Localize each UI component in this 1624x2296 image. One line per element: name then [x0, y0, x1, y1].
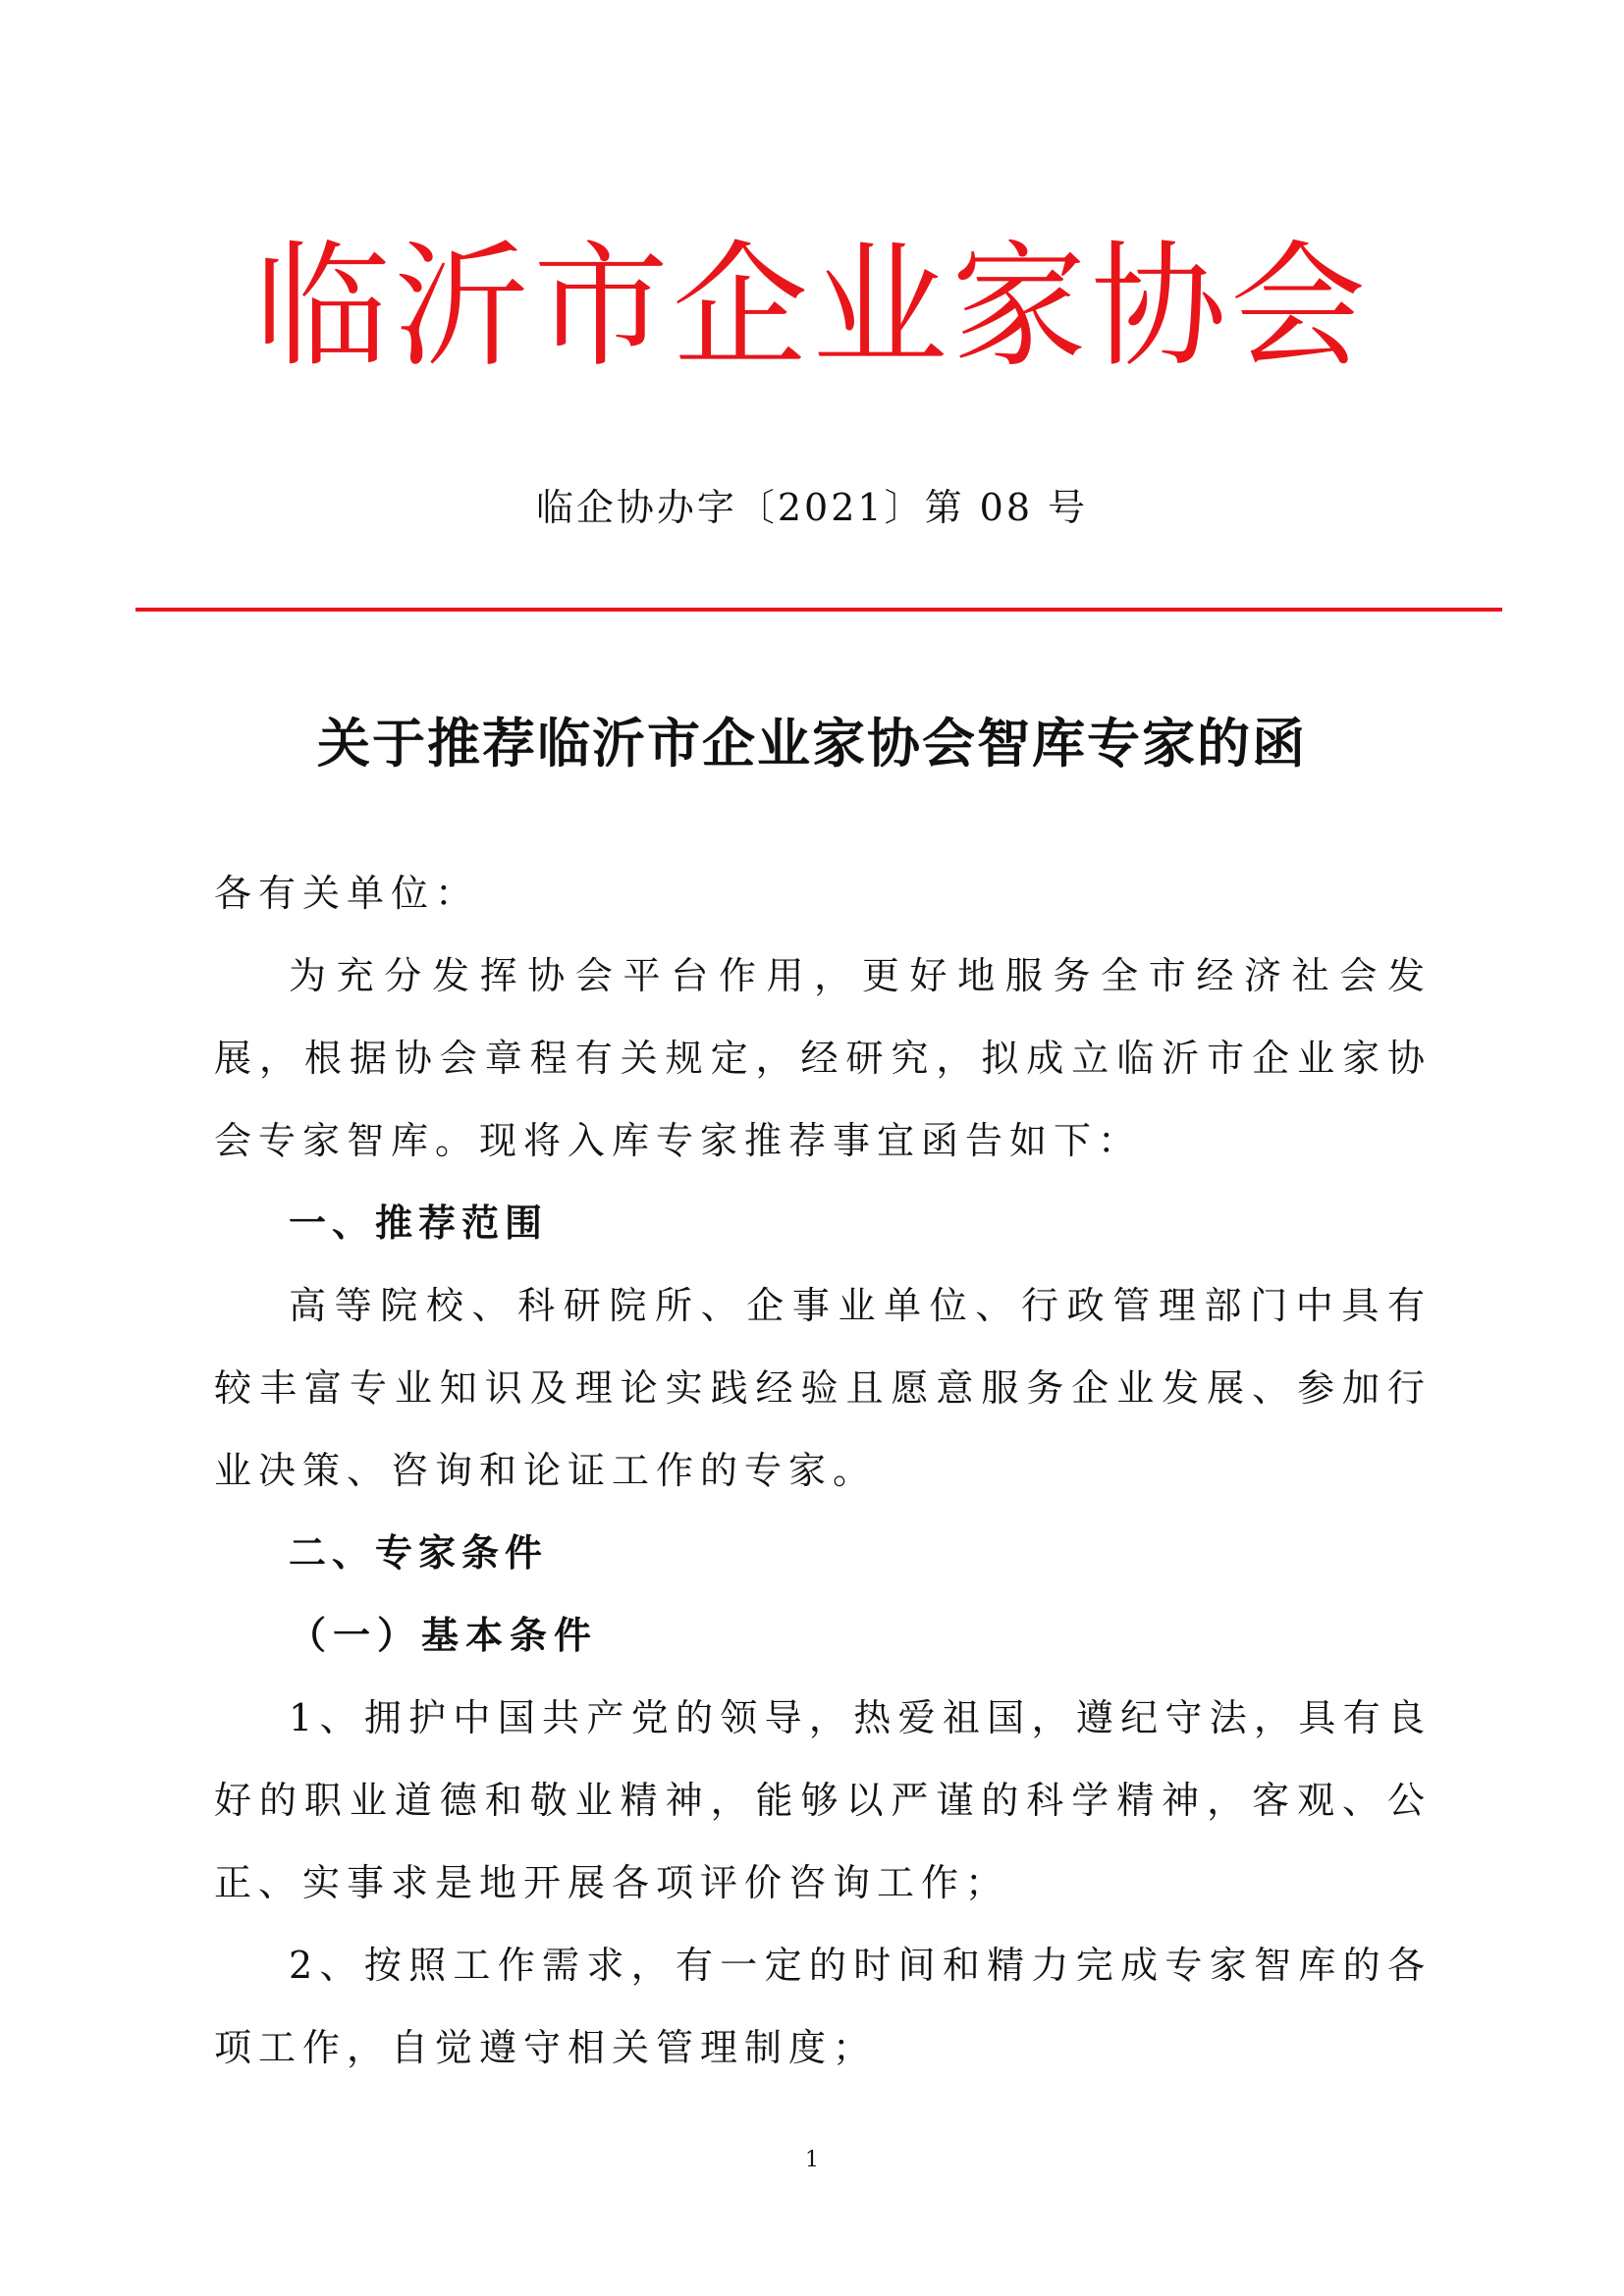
section-text-scope: 高等院校、科研院所、企事业单位、行政管理部门中具有较丰富专业知识及理论实践经验且愿意服务企业发展、参加行业决策、咨询和论证工作的专家。	[214, 1284, 1432, 1492]
subsection-heading-basic: （一）基本条件	[289, 1613, 599, 1657]
section-heading-scope: 一、推荐范围	[289, 1201, 549, 1245]
organization-title: 临沂市企业家协会	[253, 228, 1370, 386]
document-body	[214, 852, 1432, 2089]
page-number: 1	[805, 2148, 819, 2172]
condition-item-1: 1、拥护中国共产党的领导，热爱祖国，遵纪守法，具有良好的职业道德和敬业精神，能够以严谨的科学精神，客观、公正、实事求是地开展各项评价咨询工作；	[214, 1696, 1432, 1904]
condition-item-2: 2、按照工作需求，有一定的时间和精力完成专家智库的各项工作，自觉遵守相关管理制度；	[214, 1944, 1432, 2069]
salutation: 各有关单位：	[214, 872, 480, 915]
document-number: 临企协办字〔2021〕第 08 号	[535, 486, 1089, 529]
section-heading-conditions: 二、专家条件	[289, 1531, 549, 1575]
red-divider-line	[135, 608, 1502, 612]
document-title: 关于推荐临沂市企业家协会智库专家的函	[317, 713, 1307, 774]
intro-paragraph: 为充分发挥协会平台作用，更好地服务全市经济社会发展，根据协会章程有关规定，经研究，拟成立临沂市企业家协会专家智库。现将入库专家推荐事宜函告如下：	[214, 954, 1432, 1162]
